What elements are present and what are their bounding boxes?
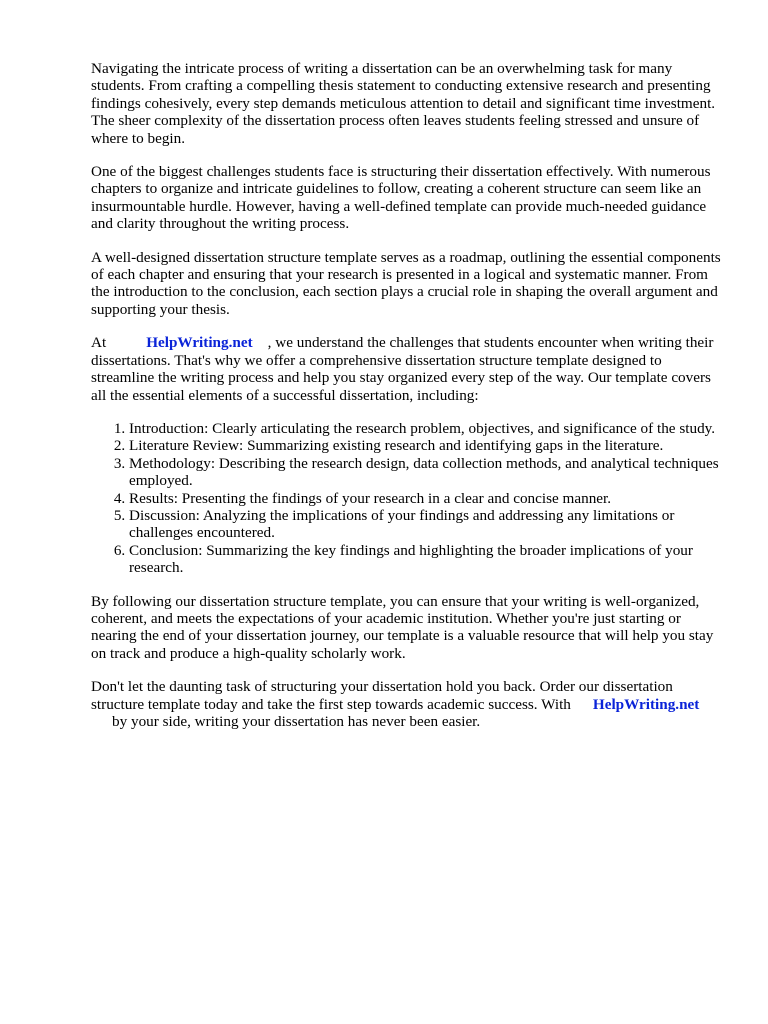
paragraph-call-to-action (91, 678, 726, 730)
list-item: 3. Methodology: Describing the research design, data collection methods, and analytical techniques employed. (129, 455, 726, 490)
cta-prefix-text: Don't let the daunting task of structuring your dissertation hold you back. Order our dissertation structure template today and take the first step towards academic success. With (91, 678, 673, 713)
offer-suffix-text: , we understand the challenges that students encounter when writing their dissertations. That's why we offer a comprehensive dissertation structure template designed to streamline the writing process and help you stay organized every step of the way. Our template covers all the essential elements of a successful dissertation, including: (91, 334, 714, 404)
list-item: 5. Discussion: Analyzing the implications of your findings and addressing any limitations or challenges encountered. (129, 507, 726, 542)
cta-suffix-text: by your side, writing your dissertation has never been easier. (112, 713, 481, 730)
paragraph-intro: Navigating the intricate process of writing a dissertation can be an overwhelming task for many students. From crafting a compelling thesis statement to conducting extensive research and presenting findings cohesively, every step demands meticulous attention to detail and significant time investment. The sheer complexity of the dissertation process often leaves students feeling stressed and unsure of where to begin. (91, 60, 716, 147)
list-item: 4. Results: Presenting the findings of your research in a clear and concise manner. (129, 490, 726, 507)
paragraph-benefits: By following our dissertation structure template, you can ensure that your writing is well-organized, coherent, and meets the expectations of your academic institution. Whether you're just starting or nearing the end of your dissertation journey, our template is a valuable resource that will help you stay on track and produce a high-quality scholarly work. (91, 592, 714, 662)
helpwriting-link-1[interactable]: HelpWriting.net (146, 334, 253, 352)
list-item: 2. Literature Review: Summarizing existing research and identifying gaps in the literature. (129, 437, 726, 454)
offer-prefix-text: At (91, 334, 107, 352)
dissertation-sections-list (91, 420, 726, 577)
list-item: 6. Conclusion: Summarizing the key findings and highlighting the broader implications of your research. (129, 542, 726, 577)
list-item: 1. Introduction: Clearly articulating the research problem, objectives, and significance of the study. (129, 420, 726, 437)
helpwriting-link-2[interactable]: HelpWriting.net (592, 695, 700, 713)
paragraph-template-roadmap: A well-designed dissertation structure template serves as a roadmap, outlining the essential components of each chapter and ensuring that your research is presented in a logical and systematic manner. From the introduction to the conclusion, each section plays a crucial role in shaping the overall argument and supporting your thesis. (91, 248, 721, 318)
paragraph-helpwriting-offer (91, 334, 726, 404)
paragraph-challenges: One of the biggest challenges students face is structuring their dissertation effectively. With numerous chapters to organize and intricate guidelines to follow, creating a coherent structure can seem like an insurmountable hurdle. However, having a well-defined template can provide much-needed guidance and clarity throughout the writing process. (91, 163, 711, 233)
